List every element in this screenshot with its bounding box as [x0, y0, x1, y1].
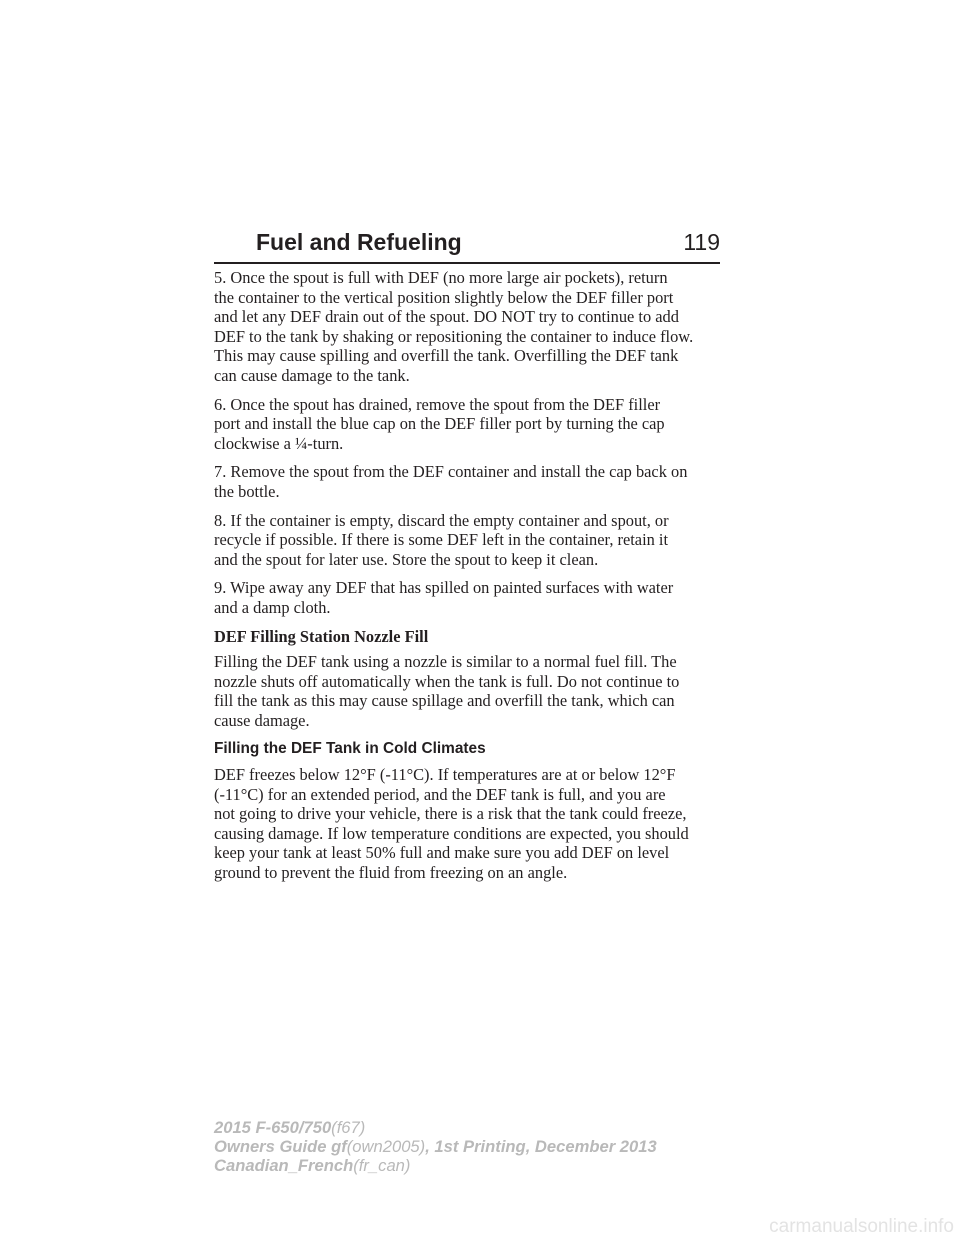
page-header [214, 226, 720, 264]
cold-climates-paragraph: DEF freezes below 12°F (-11°C). If temperatures are at or below 12°F (-11°C) for an extended period, and the DEF tank is full, and you are not going to drive your vehicle, there is a risk that the tank could freeze, causing damage. If low temperature conditions are expected, you should keep your tank at least 50% full and make sure you add DEF on level ground to prevent the fluid from freezing on an angle. [214, 765, 689, 883]
step-9-paragraph: 9. Wipe away any DEF that has spilled on painted surfaces with water and a damp cloth. [214, 578, 674, 617]
print-footer [214, 1118, 657, 1175]
cold-climates-heading: Filling the DEF Tank in Cold Climates [214, 740, 486, 758]
step-7-paragraph: 7. Remove the spout from the DEF container and install the cap back on the bottle. [214, 462, 688, 501]
step-5-paragraph: 5. Once the spout is full with DEF (no more large air pockets), return the container to the vertical position slightly below the DEF filler port and let any DEF drain out of the spout. DO NOT try to continue to add DEF to the tank by shaking or repositioning the container to induce flow. This may cause spilling and overfill the tank. Overfilling the DEF tank can cause damage to the tank. [214, 268, 694, 385]
site-watermark: carmanualsonline.info [769, 1216, 954, 1237]
page-body [214, 268, 734, 892]
nozzle-fill-paragraph: Filling the DEF tank using a nozzle is similar to a normal fuel fill. The nozzle shuts off automatically when the tank is full. Do not continue to fill the tank as this may cause spillage and overfill the tank, which can cause damage. [214, 652, 680, 730]
page-number: 119 [683, 229, 720, 255]
footer-line-2: Owners Guide gf(own2005), 1st Printing, December 2013 [214, 1137, 657, 1156]
nozzle-fill-heading: DEF Filling Station Nozzle Fill [214, 626, 429, 646]
footer-line-3: Canadian_French(fr_can) [214, 1156, 411, 1175]
step-6-paragraph: 6. Once the spout has drained, remove the spout from the DEF filler port and install the blue cap on the DEF filler port by turning the cap clockwise a ¼-turn. [214, 394, 665, 453]
footer-line-1: 2015 F-650/750(f67) [214, 1118, 366, 1137]
step-8-paragraph: 8. If the container is empty, discard the empty container and spout, or recycle if possible. If there is some DEF left in the container, retain it and the spout for later use. Store the spout to keep it clean. [214, 510, 669, 569]
section-title: Fuel and Refueling [256, 229, 462, 255]
